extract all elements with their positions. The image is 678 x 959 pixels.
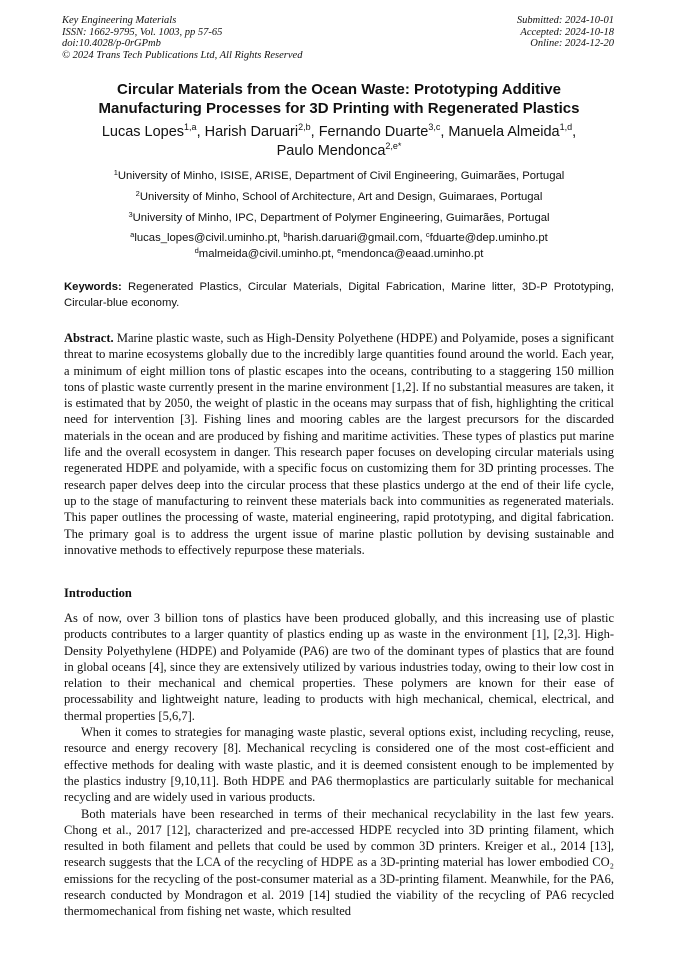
affiliation: $^3$University of Minho, IPC, Department of Polymer Engineering, Guimarães, Portugal [128,210,550,224]
email-address: harish.daruari@gmail.com, [287,232,423,244]
doi-line: doi:10.4028/p-0rGPmb [62,38,161,49]
author-name: Manuela Almeida [448,124,560,140]
author-line-1: Lucas Lopes$^{1,a}$, Harish Daruari$^{2,b}$, Fernando Duarte$^{3,c}$, Manuela Almeida$^{1,d}$, [101,122,577,140]
journal-name: Key Engineering Materials [62,15,177,26]
email-address: lucas_lopes@civil.uminho.pt, [134,232,281,244]
issn-line: ISSN: 1662-9795, Vol. 1003, pp 57-65 [62,26,223,38]
keywords-text: Regenerated Plastics, Circular Materials, Digital Fabrication, Marine litter, 3D-P Prototyping, Circular-blue economy. [64,281,614,309]
paragraph: When it comes to strategies for managing waste plastic, several options exist, including recycling, reuse, resource and energy recovery [8]. Mechanical recycling is considered one of the most cost-efficient and effective methods for dealing with waste plastic, and it is deemed consistent enough to be implemented by the plastics industry [9,10,11]. Both HDPE and PA6 thermoplastics are particularly suitable for mechanical recycling and are widely used in various products. [64,725,614,805]
author-name: Fernando Duarte [318,124,429,140]
keywords-block [64,280,614,311]
section-heading-introduction: Introduction [64,586,132,600]
author-name: Paulo Mendonca [276,143,386,159]
author-affil-mark: 2,b [298,122,311,132]
email-address: malmeida@civil.uminho.pt, [198,247,334,260]
author-line-2 [40,142,638,161]
author-name: Lucas Lopes [101,124,185,140]
paragraph: As of now, over 3 billion tons of plastics have been produced globally, and this increasing use of plastic products contributes to a larger quantity of plastics ending up as waste in the environment [1], [2,3]. High-Density Polyethylene (HDPE) and Polyamide (PA6) are two of the dominant types of plastics that are found in global oceans [4], since they are extensively utilized by various industries today, owing to their low cost in relation to their mechanical and chemical properties. These polymers are known for their ease of processability and lightweight nature, leading to products with high mechanical, chemical, electrical, and thermal properties [5,6,7]. [64,611,614,723]
email-line-2: $^d$malmeida@civil.uminho.pt, $^e$mendonca@eaad.uminho.pt [194,245,484,260]
abstract-label: Abstract. [64,331,114,345]
submitted-date: Submitted: 2024-10-01 [516,15,614,26]
journal-header-right [517,15,614,50]
introduction-body [64,610,614,920]
online-date: Online: 2024-12-20 [530,38,614,49]
author-list [40,123,638,161]
affiliation-list [40,166,638,229]
title-line-2: Manufacturing Processes for 3D Printing with Regenerated Plastics [98,100,580,117]
abstract-text: Marine plastic waste, such as High-Density Polyethene (HDPE) and Polyamide, poses a significant threat to marine ecosystems globally due to the incredibly large quantities found around the world. Each year, a minimum of eight million tons of plastic escapes into the oceans, contributing to a staggering 150 million tons of plastic waste currently present in the marine environment [1,2]. If no substantial measures are taken, it is estimated that by 2050, the weight of plastic in the oceans may surpass that of fish, highlighting the critical need for intervention [3]. Fishing lines and mooring cables are the largest precursors for the discarded materials in the ocean and are produced by fishing and maritime activities. These types of plastics put marine life and the overall ecosystem in danger. This research paper focuses on developing circular materials using regenerated HDPE and polyamide, with a specific focus on customizing them for 3D printing processes. The research paper delves deep into the circular process that these plastics undergo at the end of their life cycle, up to the stage of manufacturing to reinvent these materials back into communities as regenerated materials. This paper outlines the processing of waste, material engineering, rapid prototyping, and digital fabrication. The primary goal is to address the urgent issue of marine plastic pollution by devising sustainable and innovative methods to effectively repurpose these materials. [64,331,614,557]
email-address: mendonca@eaad.uminho.pt [341,247,484,260]
author-affil-mark: 2,e* [385,141,402,151]
abstract-block [64,330,614,558]
email-list [40,231,638,262]
affiliation: $^2$University of Minho, School of Architecture, Art and Design, Guimaraes, Portugal [135,189,543,203]
author-name: Harish Daruari [204,124,299,140]
accepted-date: Accepted: 2024-10-18 [520,26,614,38]
author-affil-mark: 1,d [559,122,573,132]
affiliation: $^1$University of Minho, ISISE, ARISE, Department of Civil Engineering, Guimarães, Portugal [113,168,565,182]
journal-header-left [62,15,302,61]
keywords-label: Keywords: [64,281,122,293]
copyright-line: © 2024 Trans Tech Publications Ltd, All Rights Reserved [62,49,303,61]
paper-title [40,80,638,118]
paragraph: Both materials have been researched in terms of their mechanical recyclability in the last few years. Chong et al., 2017 [12], characterized and pre-accessed HDPE recycled into 3D printing filament, which resulted in both filament and pellets that could be used by common 3D printers. Kreiger et al., 2014 [13], research suggests that the LCA of the recycling of HDPE as a 3D-printing material has lower embodied CO₂ emissions for the recycling of the post-consumer material as a 3D-printing filament. Meanwhile, for the PA6, research conducted by Mondragon et al. 2019 [14] studied the viability of the recycling of PA6 recycled thermomechanical from fishing net waste, which resulted [64,806,614,919]
email-line-1: $^a$lucas_lopes@civil.uminho.pt, $^b$harish.daruari@gmail.com, $^c$fduarte@dep.uminho.pt [130,230,548,244]
title-line-1: Circular Materials from the Ocean Waste: Prototyping Additive [117,81,561,98]
author-affil-mark: 1,a [184,122,197,132]
author-affil-mark: 3,c [428,122,441,132]
email-address: fduarte@dep.uminho.pt [429,232,548,244]
